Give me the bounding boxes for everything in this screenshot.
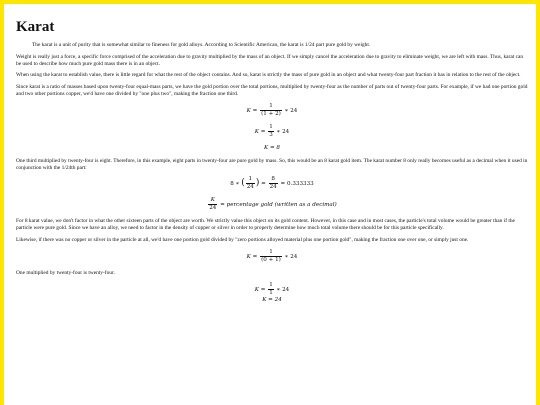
equation-1: K = $\frac{1}{(1 + 2)}$ ∗ 24 — [246, 102, 298, 117]
equation-4: 8 ∗ ( $\frac{1}{24}$ ) = $\frac{8}{24}$ = 0.333333 — [230, 176, 314, 191]
paragraph-pure-gold: Likewise, if there was no copper or silver in the particle at all, we'd have one portion gold divided by "zero portions alloyed material plus one portion gold", making the fraction one over one, or simply just one. — [16, 236, 469, 243]
fraction: $\frac{1}{(0 + 1)}$ — [261, 248, 281, 263]
document-content — [4, 18, 536, 304]
fraction: $\frac{8}{24}$ — [269, 176, 277, 191]
paragraph-ratio: Since karat is a ratio of masses based upon twenty-four equal-mass parts, we have the gold portion over the total portions, multiplied by twenty-four as the number of parts out of twenty-four parts. For example, if we had one portion gold and two other portions copper, we'd have one divided by "one plus two", making the fraction one third. — [16, 84, 528, 97]
paragraph-twenty-four: One multiplied by twenty-four is twenty-four. — [16, 269, 115, 276]
equation-6: K = $\frac{1}{(0 + 1)}$ ∗ 24 — [246, 248, 298, 263]
fraction: $\frac{K}{24}$ — [209, 197, 217, 212]
paragraph-eight-karat: For 8 karat value, we don't factor in what the other sixteen parts of the object are worth. We strictly value this object on its gold content. However, in this case and in most cases, the particle's total volume would be greater than if the particle were pure gold. Since we have an alloy, we need to factor in the density of copper or silver in order to properly determine how much total volume there should be for this particle specifically. — [16, 218, 515, 232]
equation-5: $\frac{K}{24}$ = percentage gold (written as a decimal) — [209, 197, 337, 212]
equation-8: K = 24 — [262, 296, 282, 303]
fraction: $\frac{1}{24}$ — [246, 176, 254, 191]
equation-7: K = $\frac{1}{1}$ ∗ 24 — [254, 281, 290, 296]
page-title: Karat — [16, 19, 55, 35]
equation-3: K = 8 — [264, 144, 280, 151]
paragraph-intro: The karat is a unit of purity that is somewhat similar to fineness for gold alloys. According to Scientific American, the karat is 1/24 part pure gold by weight. — [32, 42, 371, 48]
fraction: $\frac{1}{(1 + 2)}$ — [261, 102, 281, 117]
paragraph-one-third: One third multiplied by twenty-four is eight. Therefore, in this example, eight parts in twenty-four are pure gold by mass. So, this would be an 8 karat gold item. The karat number 8 only really becomes useful as a decimal when it used in conjunction with the 1/24th part: — [16, 157, 528, 171]
paragraph-weight: Weight is really just a force, a specific force comprised of the acceleration due to gravity multiplied by the mass of an object. If we simply cancel the acceleration due to gravity to eliminate weight, we are left with mass. Thus, karat can be used to describe how much pure gold mass there is in an object. — [16, 53, 524, 67]
equation-2: K = $\frac{1}{3}$ ∗ 24 — [254, 123, 290, 138]
fraction: $\frac{1}{1}$ — [269, 281, 273, 296]
paragraph-value: When using the karat to establish value, there is little regard for what the rest of the object contains. And so, karat is strictly the mass of pure gold in an object and what twenty-four part fraction it has in relation to the rest of the object. — [16, 72, 521, 79]
fraction: $\frac{1}{3}$ — [269, 123, 273, 138]
document-page — [4, 4, 536, 405]
